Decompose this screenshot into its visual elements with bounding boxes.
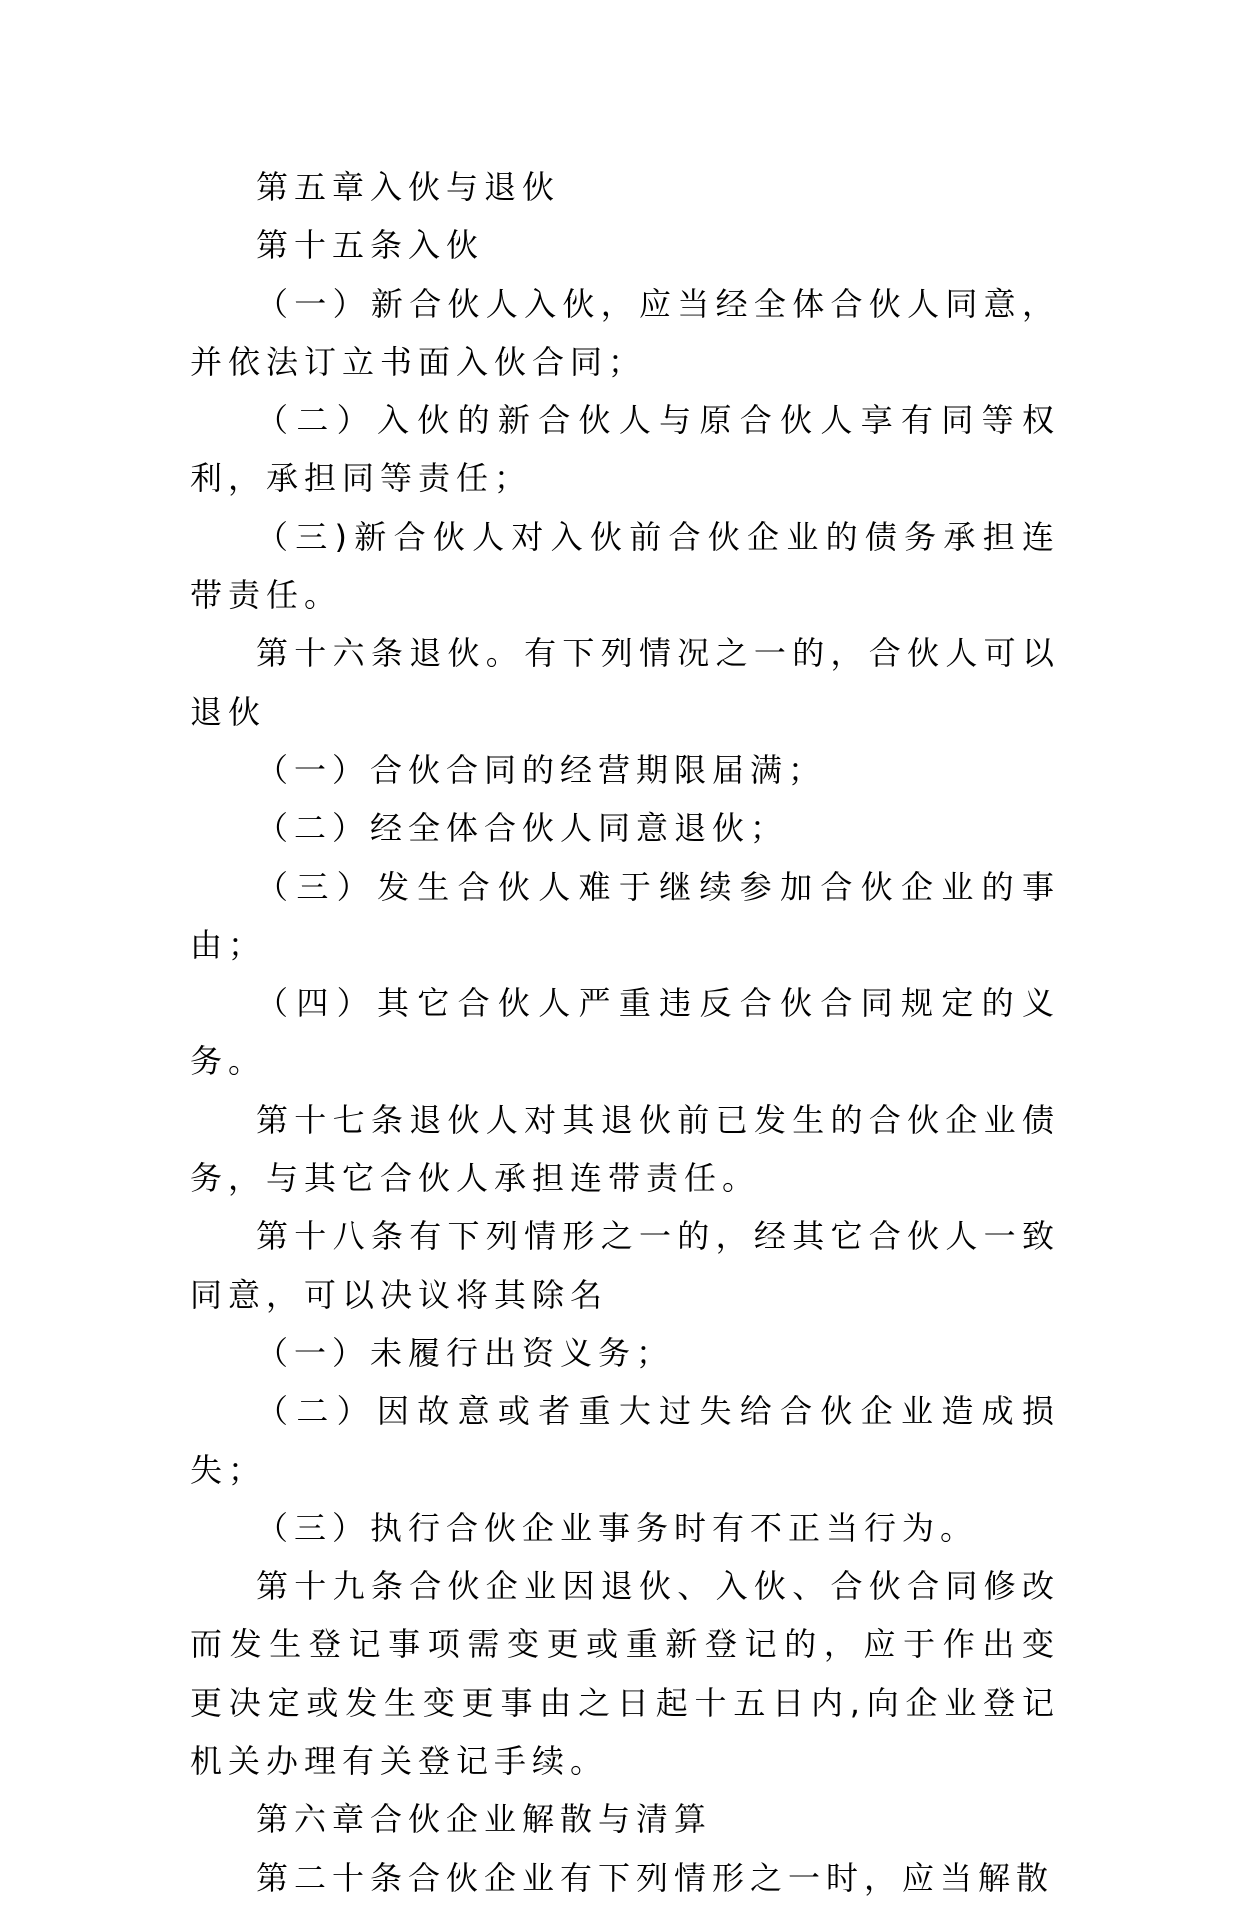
article-clause: （二）因故意或者重大过失给合伙企业造成损失； <box>190 1392 1060 1489</box>
article-clause: （二）经全体合伙人同意退伙； <box>256 809 789 848</box>
article-clause: （三)新合伙人对入伙前合伙企业的债务承担连带责任。 <box>190 517 1060 615</box>
article-clause: （一）合伙合同的经营期限届满； <box>256 750 827 789</box>
article-paragraph: 第十九条合伙企业因退伙、入伙、合伙合同修改而发生登记事项需变更或重新登记的，应于作出变更决定或发生变更事由之日起十五日内,向企业登记机关办理有关登记手续。 <box>190 1567 1060 1781</box>
article-clause: （三）执行合伙企业事务时有不正当行为。 <box>256 1508 979 1547</box>
article-paragraph: 第十八条有下列情形之一的，经其它合伙人一致同意，可以决议将其除名 <box>190 1217 1060 1314</box>
article-clause: （一）未履行出资义务； <box>256 1333 675 1372</box>
article-heading: 第二十条合伙企业有下列情形之一时，应当解散 <box>256 1858 1055 1897</box>
article-clause: （二）入伙的新合伙人与原合伙人享有同等权利，承担同等责任； <box>190 401 1060 498</box>
article-clause: （三）发生合伙人难于继续参加合伙企业的事由； <box>190 867 1060 964</box>
article-clause: （四）其它合伙人严重违反合伙合同规定的义务。 <box>190 984 1060 1081</box>
article-clause: （一）新合伙人入伙，应当经全体合伙人同意，并依法订立书面入伙合同； <box>190 284 1060 381</box>
chapter-heading: 第六章合伙企业解散与清算 <box>256 1800 713 1839</box>
article-paragraph: 第十七条退伙人对其退伙前已发生的合伙企业债务，与其它合伙人承担连带责任。 <box>190 1100 1060 1198</box>
article-heading: 第十六条退伙。有下列情况之一的，合伙人可以退伙 <box>190 634 1060 731</box>
chapter-heading: 第五章入伙与退伙 <box>256 168 561 206</box>
document-body <box>190 158 1060 1907</box>
article-heading: 第十五条入伙 <box>256 226 485 265</box>
